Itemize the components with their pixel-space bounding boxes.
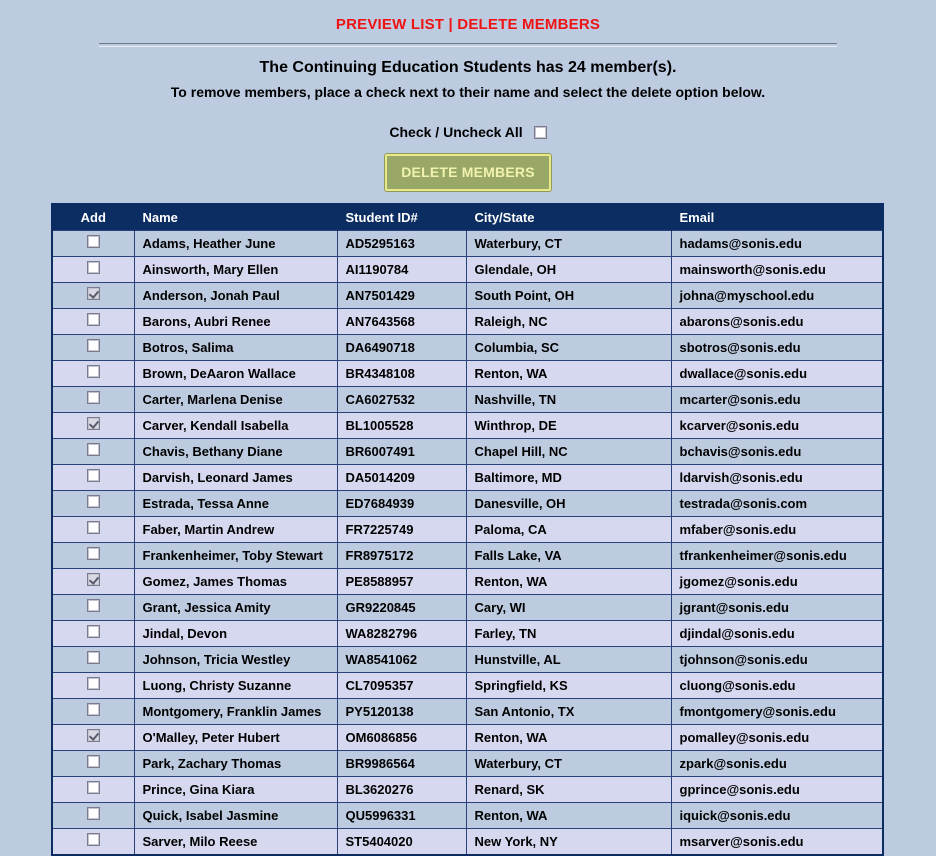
members-table-head: [52, 204, 883, 231]
row-city-state-cell: Hunstville, AL: [466, 647, 671, 673]
row-email-cell: sbotros@sonis.edu: [671, 335, 883, 361]
row-email-cell: mcarter@sonis.edu: [671, 387, 883, 413]
row-email-cell: pomalley@sonis.edu: [671, 725, 883, 751]
row-email-cell: abarons@sonis.edu: [671, 309, 883, 335]
column-header-student-id: Student ID#: [337, 204, 466, 231]
row-email-cell: bchavis@sonis.edu: [671, 439, 883, 465]
row-add-cell: [52, 257, 134, 283]
row-select-checkbox[interactable]: [87, 833, 100, 846]
row-name-cell: Carter, Marlena Denise: [134, 387, 337, 413]
row-add-cell: [52, 439, 134, 465]
row-add-cell: [52, 361, 134, 387]
row-email-cell: testrada@sonis.com: [671, 491, 883, 517]
row-select-checkbox[interactable]: [87, 677, 100, 690]
table-row: [52, 751, 883, 777]
row-select-checkbox[interactable]: [87, 755, 100, 768]
row-add-cell: [52, 517, 134, 543]
row-city-state-cell: Waterbury, CT: [466, 231, 671, 257]
page-title: PREVIEW LIST | DELETE MEMBERS: [335, 16, 601, 33]
row-select-checkbox[interactable]: [87, 521, 100, 534]
row-city-state-cell: Farley, TN: [466, 621, 671, 647]
row-city-state-cell: Baltimore, MD: [466, 465, 671, 491]
row-student-id-cell: BL1005528: [337, 413, 466, 439]
row-add-cell: [52, 309, 134, 335]
row-email-cell: kcarver@sonis.edu: [671, 413, 883, 439]
delete-button-row: [0, 154, 936, 191]
row-email-cell: jgrant@sonis.edu: [671, 595, 883, 621]
row-student-id-cell: BR9986564: [337, 751, 466, 777]
intro-block: [0, 57, 936, 103]
row-name-cell: Estrada, Tessa Anne: [134, 491, 337, 517]
column-header-add: Add: [52, 204, 134, 231]
row-email-cell: mfaber@sonis.edu: [671, 517, 883, 543]
row-add-cell: [52, 387, 134, 413]
row-city-state-cell: Renard, SK: [466, 777, 671, 803]
table-row: [52, 699, 883, 725]
row-student-id-cell: AN7501429: [337, 283, 466, 309]
row-select-checkbox[interactable]: [87, 339, 100, 352]
table-row: [52, 309, 883, 335]
row-student-id-cell: BR4348108: [337, 361, 466, 387]
row-name-cell: Faber, Martin Andrew: [134, 517, 337, 543]
row-city-state-cell: Raleigh, NC: [466, 309, 671, 335]
table-row: [52, 283, 883, 309]
row-select-checkbox[interactable]: [87, 573, 100, 586]
row-select-checkbox[interactable]: [87, 729, 100, 742]
row-name-cell: Montgomery, Franklin James: [134, 699, 337, 725]
check-all-row: [0, 124, 936, 140]
row-select-checkbox[interactable]: [87, 365, 100, 378]
header-divider: [99, 43, 837, 47]
row-student-id-cell: BL3620276: [337, 777, 466, 803]
row-select-checkbox[interactable]: [87, 703, 100, 716]
members-table-container: [51, 203, 882, 856]
row-select-checkbox[interactable]: [87, 261, 100, 274]
row-add-cell: [52, 673, 134, 699]
row-select-checkbox[interactable]: [87, 547, 100, 560]
row-student-id-cell: FR8975172: [337, 543, 466, 569]
row-name-cell: Darvish, Leonard James: [134, 465, 337, 491]
page-header: [0, 0, 936, 47]
row-student-id-cell: GR9220845: [337, 595, 466, 621]
row-select-checkbox[interactable]: [87, 443, 100, 456]
row-student-id-cell: ST5404020: [337, 829, 466, 856]
row-add-cell: [52, 595, 134, 621]
row-student-id-cell: AI1190784: [337, 257, 466, 283]
row-city-state-cell: Renton, WA: [466, 725, 671, 751]
row-student-id-cell: AN7643568: [337, 309, 466, 335]
table-row: [52, 517, 883, 543]
row-email-cell: djindal@sonis.edu: [671, 621, 883, 647]
table-row: [52, 595, 883, 621]
row-email-cell: zpark@sonis.edu: [671, 751, 883, 777]
table-row: [52, 673, 883, 699]
table-row: [52, 387, 883, 413]
row-student-id-cell: WA8282796: [337, 621, 466, 647]
row-email-cell: mainsworth@sonis.edu: [671, 257, 883, 283]
table-row: [52, 439, 883, 465]
row-add-cell: [52, 413, 134, 439]
row-name-cell: Barons, Aubri Renee: [134, 309, 337, 335]
row-name-cell: Ainsworth, Mary Ellen: [134, 257, 337, 283]
row-add-cell: [52, 647, 134, 673]
instructions-text: To remove members, place a check next to their name and select the delete option below.: [170, 84, 766, 100]
table-row: [52, 335, 883, 361]
row-name-cell: Luong, Christy Suzanne: [134, 673, 337, 699]
row-student-id-cell: DA6490718: [337, 335, 466, 361]
table-row: [52, 647, 883, 673]
members-table: [51, 203, 884, 856]
row-student-id-cell: CA6027532: [337, 387, 466, 413]
row-city-state-cell: Chapel Hill, NC: [466, 439, 671, 465]
column-header-name: Name: [134, 204, 337, 231]
row-add-cell: [52, 725, 134, 751]
row-add-cell: [52, 491, 134, 517]
row-city-state-cell: Renton, WA: [466, 361, 671, 387]
row-select-checkbox[interactable]: [87, 495, 100, 508]
row-city-state-cell: New York, NY: [466, 829, 671, 856]
row-add-cell: [52, 829, 134, 856]
row-city-state-cell: Cary, WI: [466, 595, 671, 621]
row-email-cell: iquick@sonis.edu: [671, 803, 883, 829]
row-city-state-cell: South Point, OH: [466, 283, 671, 309]
row-add-cell: [52, 751, 134, 777]
row-add-cell: [52, 699, 134, 725]
table-row: [52, 621, 883, 647]
row-select-checkbox[interactable]: [87, 417, 100, 430]
row-name-cell: Grant, Jessica Amity: [134, 595, 337, 621]
row-email-cell: tfrankenheimer@sonis.edu: [671, 543, 883, 569]
row-student-id-cell: FR7225749: [337, 517, 466, 543]
row-add-cell: [52, 283, 134, 309]
row-name-cell: Prince, Gina Kiara: [134, 777, 337, 803]
row-name-cell: O'Malley, Peter Hubert: [134, 725, 337, 751]
table-row: [52, 231, 883, 257]
row-name-cell: Botros, Salima: [134, 335, 337, 361]
row-city-state-cell: San Antonio, TX: [466, 699, 671, 725]
row-add-cell: [52, 231, 134, 257]
row-student-id-cell: QU5996331: [337, 803, 466, 829]
row-select-checkbox[interactable]: [87, 651, 100, 664]
row-name-cell: Carver, Kendall Isabella: [134, 413, 337, 439]
row-city-state-cell: Falls Lake, VA: [466, 543, 671, 569]
row-add-cell: [52, 621, 134, 647]
table-row: [52, 413, 883, 439]
row-name-cell: Adams, Heather June: [134, 231, 337, 257]
row-select-checkbox[interactable]: [87, 235, 100, 248]
table-row: [52, 803, 883, 829]
row-name-cell: Park, Zachary Thomas: [134, 751, 337, 777]
table-row: [52, 491, 883, 517]
row-email-cell: fmontgomery@sonis.edu: [671, 699, 883, 725]
row-city-state-cell: Winthrop, DE: [466, 413, 671, 439]
row-city-state-cell: Renton, WA: [466, 569, 671, 595]
check-all-label: Check / Uncheck All: [389, 124, 523, 140]
row-student-id-cell: BR6007491: [337, 439, 466, 465]
row-name-cell: Johnson, Tricia Westley: [134, 647, 337, 673]
row-add-cell: [52, 465, 134, 491]
row-name-cell: Gomez, James Thomas: [134, 569, 337, 595]
row-email-cell: jgomez@sonis.edu: [671, 569, 883, 595]
row-select-checkbox[interactable]: [87, 599, 100, 612]
row-email-cell: ldarvish@sonis.edu: [671, 465, 883, 491]
row-name-cell: Sarver, Milo Reese: [134, 829, 337, 856]
table-row: [52, 777, 883, 803]
row-email-cell: tjohnson@sonis.edu: [671, 647, 883, 673]
row-student-id-cell: WA8541062: [337, 647, 466, 673]
row-city-state-cell: Glendale, OH: [466, 257, 671, 283]
row-add-cell: [52, 777, 134, 803]
table-row: [52, 361, 883, 387]
row-city-state-cell: Paloma, CA: [466, 517, 671, 543]
row-add-cell: [52, 569, 134, 595]
row-name-cell: Anderson, Jonah Paul: [134, 283, 337, 309]
row-email-cell: gprince@sonis.edu: [671, 777, 883, 803]
table-row: [52, 543, 883, 569]
row-email-cell: dwallace@sonis.edu: [671, 361, 883, 387]
row-city-state-cell: Waterbury, CT: [466, 751, 671, 777]
row-student-id-cell: ED7684939: [337, 491, 466, 517]
table-row: [52, 465, 883, 491]
row-email-cell: johna@myschool.edu: [671, 283, 883, 309]
members-table-body: [52, 231, 883, 856]
table-header-row: [52, 204, 883, 231]
row-select-checkbox[interactable]: [87, 807, 100, 820]
check-all-checkbox[interactable]: [534, 126, 547, 139]
row-name-cell: Quick, Isabel Jasmine: [134, 803, 337, 829]
row-add-cell: [52, 803, 134, 829]
row-name-cell: Frankenheimer, Toby Stewart: [134, 543, 337, 569]
row-student-id-cell: PE8588957: [337, 569, 466, 595]
row-email-cell: msarver@sonis.edu: [671, 829, 883, 856]
row-select-checkbox[interactable]: [87, 469, 100, 482]
row-student-id-cell: AD5295163: [337, 231, 466, 257]
row-add-cell: [52, 335, 134, 361]
row-name-cell: Chavis, Bethany Diane: [134, 439, 337, 465]
row-city-state-cell: Columbia, SC: [466, 335, 671, 361]
row-select-checkbox[interactable]: [87, 625, 100, 638]
member-count-text: The Continuing Education Students has 24 member(s).: [259, 59, 677, 76]
row-city-state-cell: Renton, WA: [466, 803, 671, 829]
row-city-state-cell: Springfield, KS: [466, 673, 671, 699]
row-select-checkbox[interactable]: [87, 781, 100, 794]
row-name-cell: Brown, DeAaron Wallace: [134, 361, 337, 387]
table-row: [52, 569, 883, 595]
delete-members-button[interactable]: DELETE MEMBERS: [385, 154, 550, 191]
row-email-cell: hadams@sonis.edu: [671, 231, 883, 257]
row-add-cell: [52, 543, 134, 569]
row-select-checkbox[interactable]: [87, 391, 100, 404]
column-header-city-state: City/State: [466, 204, 671, 231]
table-row: [52, 725, 883, 751]
row-city-state-cell: Danesville, OH: [466, 491, 671, 517]
table-row: [52, 829, 883, 856]
row-email-cell: cluong@sonis.edu: [671, 673, 883, 699]
row-student-id-cell: DA5014209: [337, 465, 466, 491]
row-select-checkbox[interactable]: [87, 313, 100, 326]
row-name-cell: Jindal, Devon: [134, 621, 337, 647]
row-student-id-cell: PY5120138: [337, 699, 466, 725]
row-student-id-cell: CL7095357: [337, 673, 466, 699]
row-select-checkbox[interactable]: [87, 287, 100, 300]
row-city-state-cell: Nashville, TN: [466, 387, 671, 413]
table-row: [52, 257, 883, 283]
row-student-id-cell: OM6086856: [337, 725, 466, 751]
column-header-email: Email: [671, 204, 883, 231]
